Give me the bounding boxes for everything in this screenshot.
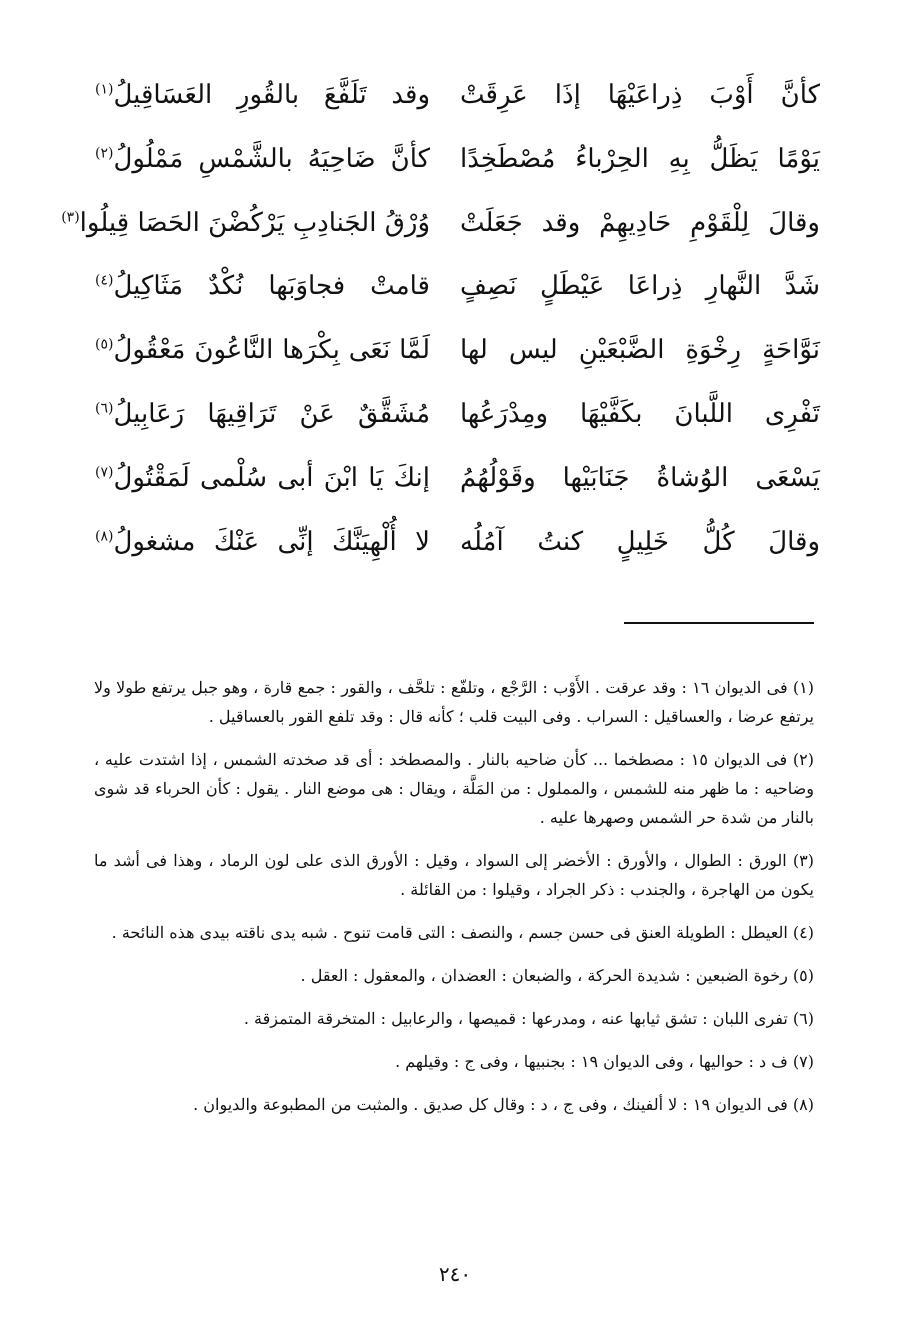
verse-second-hemistich: [95, 526, 430, 557]
verse-first-hemistich: يَوْمًا يَظَلُّ بِهِ الحِرْباءُ مُصْطَخِدًا: [460, 143, 820, 174]
verse-second-text: لَمَّا نَعَى بِكْرَها النَّاعُونَ مَعْقُولُ: [113, 335, 430, 366]
footnote-reference: (٨): [95, 527, 114, 544]
verse: [61, 207, 820, 274]
footnote-reference: (٢): [95, 145, 114, 162]
footnote: (١) فى الديوان ١٦ : وقد عرقت . الأَوْب : الرَّجْع ، وتلفّع : تلحَّف ، والقور : جمع قارة ، وهو جبل يرتفع طولا ولا يرتفع عرضا ، والعساقيل : السراب . وفى البيت قلب ؛ كأنه قال : وقد تلفع القور بالعساقيل .: [94, 678, 814, 726]
verse: [95, 143, 820, 210]
verse: [95, 462, 820, 529]
footnote: (٦) تفرى اللبان : تشق ثيابها عنه ، ومدرعها : قميصها ، والرعابيل : المتخرقة المتمزقة .: [243, 1009, 814, 1028]
footnote-reference: (٤): [95, 272, 114, 289]
verse: [95, 337, 820, 401]
verse: [95, 398, 820, 465]
page-number: ٢٤٠: [438, 1262, 472, 1286]
verse-first-hemistich: وقالَ لِلْقَوْمِ حَادِيهِمْ وقد جَعَلَتْ: [460, 207, 820, 238]
verse: [95, 526, 820, 593]
verse-second-hemistich: [61, 207, 430, 238]
verse-second-text: إنكَ يَا ابْنَ أبى سُلْمى لَمَقْتُولُ: [113, 462, 430, 493]
verse-first-hemistich: نَوَّاحَةٍ رِخْوَةِ الضَّبْعَيْنِ ليس لها: [460, 335, 820, 366]
verse-second-text: كأنَّ ضَاحِيَهُ بالشَّمْسِ مَمْلُولُ: [113, 143, 430, 174]
verse-first-hemistich: كأنَّ أَوْبَ ذِراعَيْهَا إذَا عَرِقَتْ: [460, 80, 820, 110]
footnote: (٣) الورق : الطوال ، والأورق : الأخضر إلى السواد ، وقيل : الأورق الذى على لون الرماد ، وهذا فى أشد ما يكون من الهاجرة ، والجندب : ذكر الجراد ، وقيلوا : من القائلة .: [94, 851, 814, 899]
verse-second-text: مُشَقَّقٌ عَنْ تَرَاقِيهَا رَعَابِيلُ: [113, 398, 430, 429]
footnote: (٨) فى الديوان ١٩ : لا ألفينك ، وفى ج ، د : وقال كل صديق . والمثبت من المطبوعة والديوان .: [193, 1095, 814, 1114]
verse-second-text: قامتْ فجاوَبَها نُكْدٌ مَثَاكِيلُ: [113, 271, 430, 302]
verse: [95, 82, 820, 146]
verse-second-hemistich: [95, 335, 430, 366]
verse-first-hemistich: شَدَّ النَّهارِ ذِراعَا عَيْطَلٍ نَصِفٍ: [460, 271, 820, 302]
footnote: (٥) رخوة الضبعين : شديدة الحركة ، والضبعان : العضدان ، والمعقول : العقل .: [300, 966, 814, 985]
verse-second-hemistich: [95, 462, 430, 493]
verse-second-text: وُرْقُ الجَنادِبِ يَرْكُضْنَ الحَصَا قِيلُوا: [79, 207, 430, 238]
verse-first-hemistich: تَفْرِى اللَّبانَ بكَفَّيْهَا ومِدْرَعُها: [460, 398, 820, 429]
verse: [95, 273, 820, 337]
verse-second-hemistich: [95, 82, 430, 108]
verse-second-hemistich: [95, 398, 430, 429]
verse-first-hemistich: يَسْعَى الوُشاةُ جَنَابَيْها وقَوْلُهُمُ: [460, 462, 820, 493]
footnote-reference: (٥): [95, 336, 114, 353]
verse-second-text: وقد تَلَفَّعَ بالقُورِ العَسَاقِيلُ: [113, 80, 430, 110]
verse-second-hemistich: [95, 143, 430, 174]
footnote-reference: (٧): [95, 464, 114, 481]
footnote-reference: (٣): [61, 208, 80, 225]
poem: [61, 80, 820, 592]
footnote: (٤) العيطل : الطويلة العنق فى حسن جسم ، والنصف : التى قامت تنوح . شبه يدى ناقته بيدى هذه النائحة .: [111, 923, 814, 942]
footnote: (٧) ف د : حواليها ، وفى الديوان ١٩ : بجنبيها ، وفى ج : وقيلهم .: [395, 1052, 814, 1071]
verse-second-text: لا أُلْهِيَنَّكَ إنِّى عَنْكَ مشغولُ: [113, 526, 430, 557]
footnotes: [94, 673, 814, 1133]
footnote-reference: (٦): [95, 400, 114, 417]
footnote: (٢) فى الديوان ١٥ : مصطخما ... كأن ضاحيه بالنار . والمصطخد : أى قد صخدته الشمس ، إذا اشتدت عليه ، وضاحيه : ما ظهر منه للشمس ، والمملول : من المَلَّة ، ويقال : هى موضع النار . يقول : كأن الحرباء قد شوى بالنار من شدة حر الشمس وصهرها عليه .: [94, 750, 814, 827]
verse-second-hemistich: [95, 271, 430, 302]
footnote-reference: (١): [95, 81, 114, 98]
verse-first-hemistich: وقالَ كُلُّ خَلِيلٍ كنتُ آمُلُه: [460, 526, 820, 557]
footnote-separator: [624, 622, 814, 624]
